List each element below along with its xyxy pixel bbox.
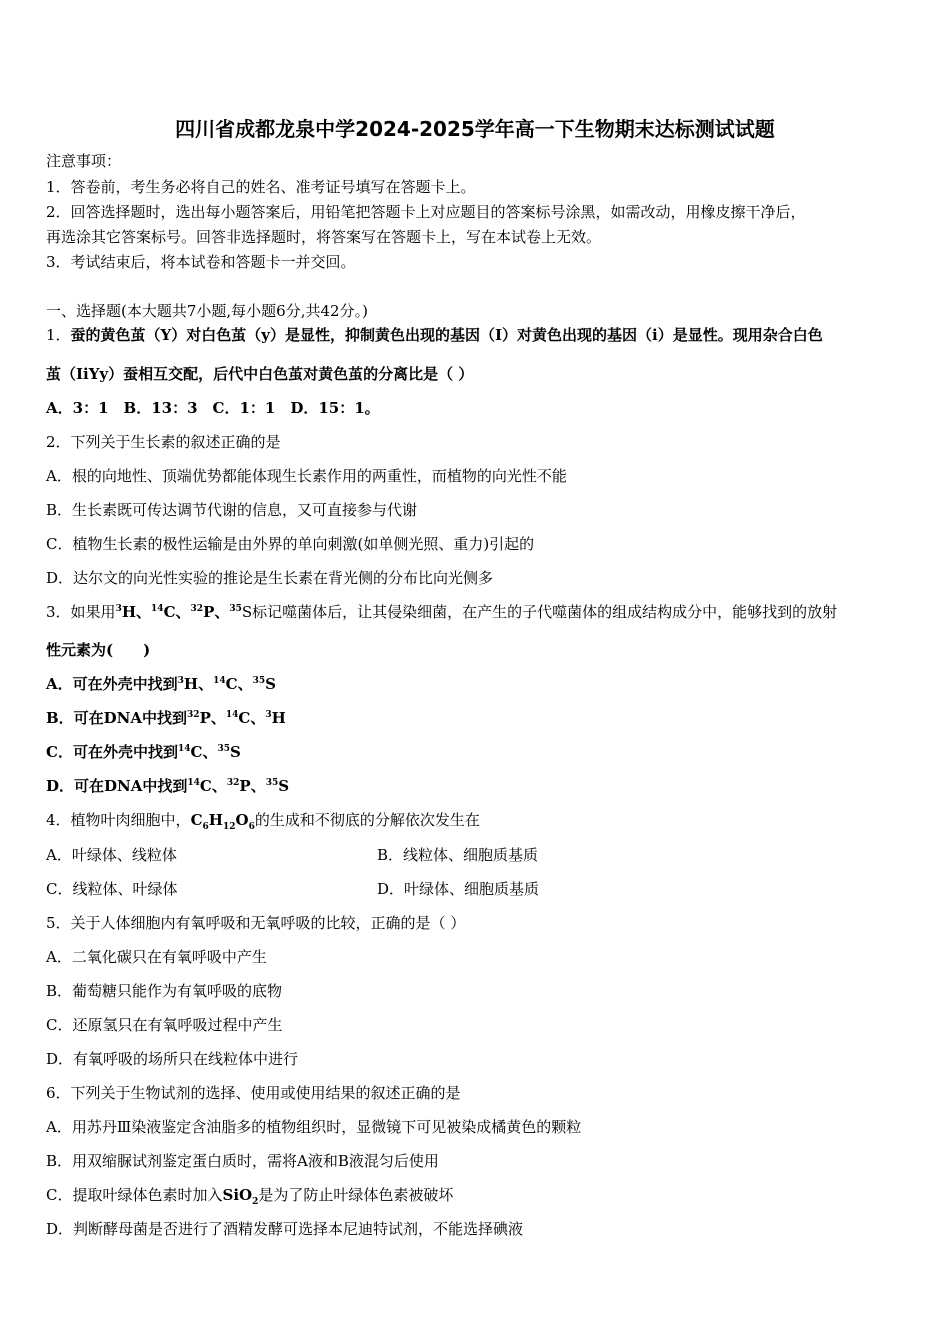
question-5: 5．关于人体细胞内有氧呼吸和无氧呼吸的比较，正确的是（ ） (46, 914, 466, 932)
question-1 (46, 325, 823, 345)
option-3b: B．可在DNA中找到$^{32}$P、$^{14}$C、$^3$H (46, 709, 286, 727)
option-3c: C．可在外壳中找到$^{14}$C、$^{35}$S (46, 743, 241, 761)
option-5a: A．二氧化碳只在有氧呼吸中产生 (46, 948, 267, 966)
question-1-cont: 茧（IiYy）蚕相互交配，后代中白色茧对黄色茧的分离比是（ ） (46, 365, 474, 383)
question-3-cont: 性元素为( ) (46, 641, 151, 659)
question-number: 2． (46, 433, 71, 451)
notice-item-3: 3．考试结束后，将本试卷和答题卡一并交回。 (46, 253, 356, 271)
notice-item-2: 2．回答选择题时，选出每小题答案后，用铅笔把答题卡上对应题目的答案标号涂黑，如需改动，用橡皮擦干净后， (46, 203, 806, 221)
glucose-formula: $C_6H_{12}O_6$ (190, 811, 255, 832)
option-5b: B．葡萄糖只能作为有氧呼吸的底物 (46, 982, 283, 1000)
question-6: 6．下列关于生物试剂的选择、使用或使用结果的叙述正确的是 (46, 1084, 461, 1102)
option-2c: C．植物生长素的极性运输是由外界的单向刺激(如单侧光照、重力)引起的 (46, 535, 535, 553)
option-5d: D．有氧呼吸的场所只在线粒体中进行 (46, 1050, 299, 1068)
question-number: 3． (46, 603, 71, 621)
question-text: 下列关于生长素的叙述正确的是 (70, 433, 281, 451)
question-text: 蚕的黄色茧（Y）对白色茧（y）是显性，抑制黄色出现的基因（I）对黄色出现的基因（i）是显性。现用杂合白色 (70, 326, 823, 344)
option-6a: A．用苏丹Ⅲ染液鉴定含油脂多的植物组织时，显微镜下可见被染成橘黄色的颗粒 (46, 1118, 582, 1136)
section-heading: 一、选择题(本大题共7小题,每小题6分,共42分。) (46, 302, 368, 320)
option-2d: D．达尔文的向光性实验的推论是生长素在背光侧的分布比向光侧多 (46, 569, 494, 587)
notice-item-1: 1．答卷前，考生务必将自己的姓名、准考证号填写在答题卡上。 (46, 178, 476, 196)
notice-item-2-cont: 再选涂其它答案标号。回答非选择题时，将答案写在答题卡上，写在本试卷上无效。 (46, 228, 602, 246)
question-number: 1． (46, 326, 71, 344)
question-number: 4． (46, 811, 71, 829)
option-3d: D．可在DNA中找到$^{14}$C、$^{32}$P、$^{35}$S (46, 777, 290, 795)
option-6d: D．判断酵母菌是否进行了酒精发酵可选择本尼迪特试剂，不能选择碘液 (46, 1220, 524, 1238)
question-4: 4．植物叶肉细胞中，$C_6H_{12}O_6$的生成和不彻底的分解依次发生在 (46, 811, 480, 832)
page-title: 四川省成都龙泉中学2024-2025学年高一下生物期末达标测试试题 (175, 117, 775, 141)
option-4d: D．叶绿体、细胞质基质 (377, 880, 540, 898)
option-4a: A．叶绿体、线粒体 (46, 846, 177, 864)
option-6c: C．提取叶绿体色素时加入SiO$_2$是为了防止叶绿体色素被破坏 (46, 1186, 454, 1207)
question-1-options: A．3：1 B．13：3 C．1：1 D．15：1。 (46, 399, 380, 417)
option-6b: B．用双缩脲试剂鉴定蛋白质时，需将A液和B液混匀后使用 (46, 1152, 439, 1170)
notice-heading: 注意事项： (46, 152, 122, 170)
question-2 (46, 432, 281, 452)
option-4b: B．线粒体、细胞质基质 (377, 846, 539, 864)
option-5c: C．还原氢只在有氧呼吸过程中产生 (46, 1016, 283, 1034)
question-number: 6． (46, 1084, 71, 1102)
question-number: 5． (46, 914, 71, 932)
option-4c: C．线粒体、叶绿体 (46, 880, 178, 898)
option-2a: A．根的向地性、顶端优势都能体现生长素作用的两重性，而植物的向光性不能 (46, 467, 567, 485)
question-3: 3．如果用$^3$H、$^{14}$C、$^{32}$P、$^{35}$S标记噬菌体后，让其侵染细菌，在产生的子代噬菌体的组成结构成分中，能够找到的放射 (46, 603, 838, 621)
option-3a: A．可在外壳中找到$^3$H、$^{14}$C、$^{35}$S (46, 675, 276, 693)
option-2b: B．生长素既可传达调节代谢的信息，又可直接参与代谢 (46, 501, 418, 519)
